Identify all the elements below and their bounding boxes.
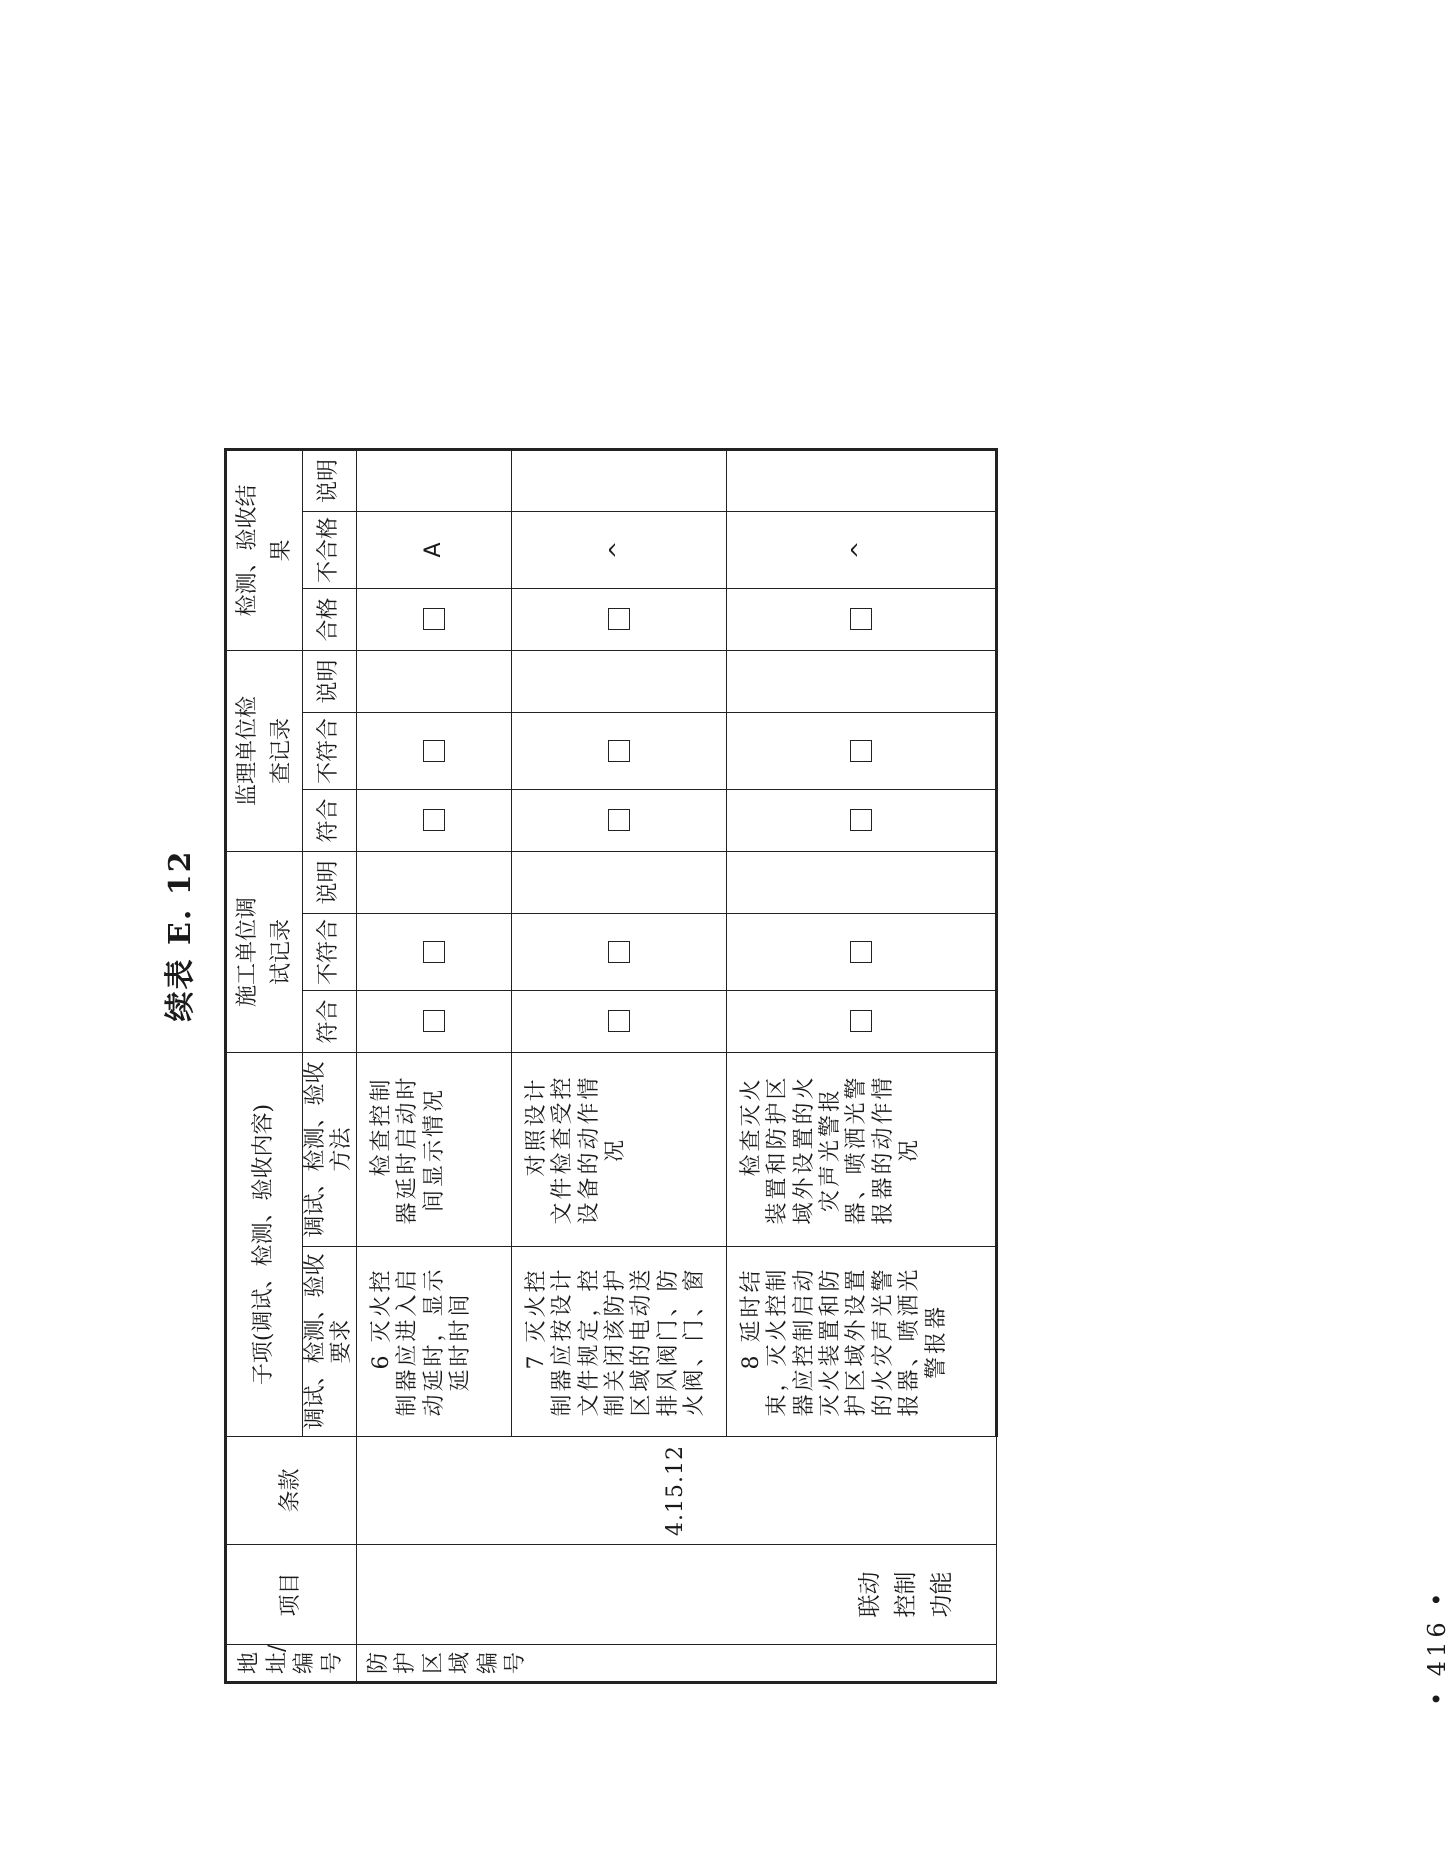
item-value: 联动控制功能 bbox=[856, 1571, 955, 1618]
construction-group-label: 施工单位调试记录 bbox=[234, 897, 294, 1008]
header-clause: 条款 bbox=[226, 1437, 357, 1545]
row2-supervision-conform-checkbox[interactable] bbox=[511, 790, 726, 852]
row3-supervision-conform-checkbox[interactable] bbox=[726, 790, 996, 852]
row1-result-note[interactable] bbox=[356, 450, 511, 512]
checkbox-icon bbox=[423, 740, 445, 762]
header-sub-item: 子项(调试、检测、验收内容) bbox=[226, 1053, 303, 1437]
checkbox-icon bbox=[608, 810, 630, 832]
header-supervision-nonconform: 不符合 bbox=[303, 713, 357, 790]
header-construction-note: 说明 bbox=[303, 852, 357, 914]
checkbox-icon bbox=[608, 740, 630, 762]
row2-method: 对照设计文件检查受控设备的动作情况 bbox=[511, 1053, 726, 1247]
checkbox-icon bbox=[608, 609, 630, 631]
row2-construction-nonconform-checkbox[interactable] bbox=[511, 914, 726, 991]
address-value: 防护区域编号 bbox=[365, 1651, 529, 1674]
row1-result-pass-checkbox[interactable] bbox=[356, 589, 511, 651]
row3-result-pass-checkbox[interactable] bbox=[726, 589, 996, 651]
table-title: 续表 E. 12 bbox=[163, 849, 198, 1022]
row2-result-pass-checkbox[interactable] bbox=[511, 589, 726, 651]
row2-construction-note[interactable] bbox=[511, 852, 726, 914]
header-item: 项目 bbox=[226, 1545, 357, 1645]
checkbox-icon bbox=[850, 740, 872, 762]
checkbox-icon bbox=[423, 1011, 445, 1033]
row1-requirement: 6 灭火控制器应进入启动延时，显示延时时间 bbox=[356, 1247, 511, 1437]
header-supervision-note: 说明 bbox=[303, 651, 357, 713]
checkbox-icon bbox=[423, 941, 445, 963]
header-construction-conform: 符合 bbox=[303, 991, 357, 1053]
inspection-table bbox=[224, 448, 998, 1684]
row2-requirement: 7 灭火控制器应按设计文件规定，控制关闭该防护区域的电动送排风阀门、防火阀、门、窗 bbox=[511, 1247, 726, 1437]
page-number: • 416 • bbox=[1423, 1588, 1451, 1706]
row2-result-note[interactable] bbox=[511, 450, 726, 512]
row1-method: 检查控制器延时启动时间显示情况 bbox=[356, 1053, 511, 1247]
header-construction-group bbox=[226, 852, 303, 1053]
header-result-note: 说明 bbox=[303, 450, 357, 512]
item-value-cell bbox=[356, 1545, 996, 1645]
clause-value: 4.15.12 bbox=[356, 1437, 996, 1545]
row1-construction-conform-checkbox[interactable] bbox=[356, 991, 511, 1053]
header-result-pass: 合格 bbox=[303, 589, 357, 651]
row3-construction-nonconform-checkbox[interactable] bbox=[726, 914, 996, 991]
row3-supervision-note[interactable] bbox=[726, 651, 996, 713]
header-supervision-group bbox=[226, 651, 303, 852]
row2-construction-conform-checkbox[interactable] bbox=[511, 991, 726, 1053]
header-result-group bbox=[226, 450, 303, 651]
row3-result-fail-mark: ^ bbox=[726, 512, 996, 589]
row1-construction-nonconform-checkbox[interactable] bbox=[356, 914, 511, 991]
row3-construction-note[interactable] bbox=[726, 852, 996, 914]
header-method: 调试、检测、验收方法 bbox=[303, 1053, 357, 1247]
row2-result-fail-mark: ^ bbox=[511, 512, 726, 589]
row1-supervision-nonconform-checkbox[interactable] bbox=[356, 713, 511, 790]
header-result-fail: 不合格 bbox=[303, 512, 357, 589]
row3-supervision-nonconform-checkbox[interactable] bbox=[726, 713, 996, 790]
address-value-cell bbox=[356, 1645, 996, 1683]
row1-supervision-conform-checkbox[interactable] bbox=[356, 790, 511, 852]
row3-requirement: 8 延时结束，灭火控制器应控制启动灭火装置和防护区域外设置的火灾声光警报器、喷洒光警报器 bbox=[726, 1247, 996, 1437]
row1-supervision-note[interactable] bbox=[356, 651, 511, 713]
checkbox-icon bbox=[423, 810, 445, 832]
result-group-label: 检测、验收结果 bbox=[234, 484, 294, 617]
header-requirement: 调试、检测、验收要求 bbox=[303, 1247, 357, 1437]
header-supervision-conform: 符合 bbox=[303, 790, 357, 852]
row3-construction-conform-checkbox[interactable] bbox=[726, 991, 996, 1053]
header-address-code: 地址/编号 bbox=[226, 1645, 357, 1683]
checkbox-icon bbox=[850, 1011, 872, 1033]
row3-result-note[interactable] bbox=[726, 450, 996, 512]
row3-method: 检查灭火装置和防护区域外设置的火灾声光警报器、喷洒光警报器的动作情况 bbox=[726, 1053, 996, 1247]
row1-result-fail-mark: A bbox=[356, 512, 511, 589]
row2-supervision-nonconform-checkbox[interactable] bbox=[511, 713, 726, 790]
header-construction-nonconform: 不符合 bbox=[303, 914, 357, 991]
checkbox-icon bbox=[608, 1011, 630, 1033]
row2-supervision-note[interactable] bbox=[511, 651, 726, 713]
checkbox-icon bbox=[850, 941, 872, 963]
checkbox-icon bbox=[608, 941, 630, 963]
row1-construction-note[interactable] bbox=[356, 852, 511, 914]
checkbox-icon bbox=[850, 810, 872, 832]
supervision-group-label: 监理单位检查记录 bbox=[234, 696, 294, 807]
checkbox-icon bbox=[423, 609, 445, 631]
checkbox-icon bbox=[850, 609, 872, 631]
